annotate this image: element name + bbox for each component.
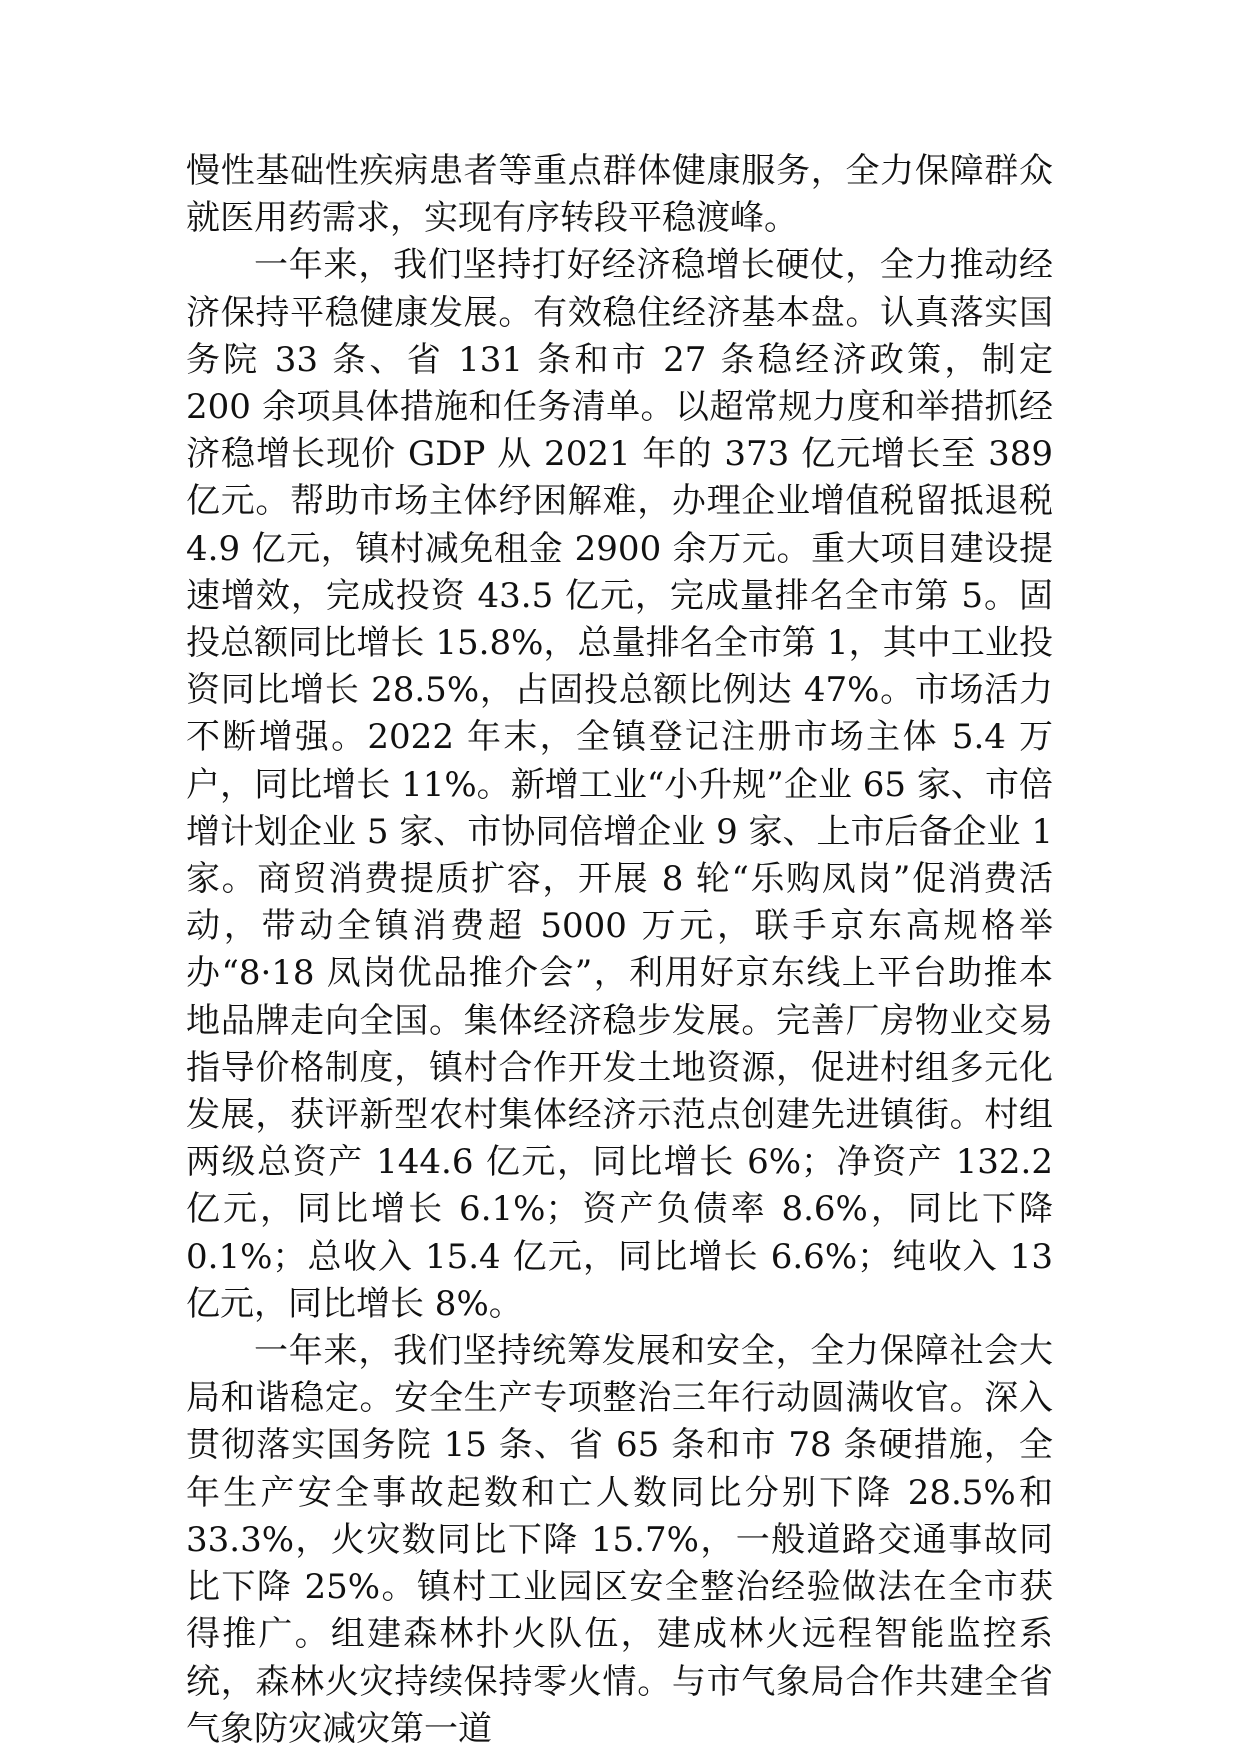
document-body xyxy=(186,148,1053,1753)
paragraph-2: 一年来，我们坚持打好经济稳增长硬仗，全力推动经济保持平稳健康发展。有效稳住经济基本盘。认真落实国务院 33 条、省 131 条和市 27 条稳经济政策，制定 200 余项具体措施和任务清单。以超常规力度和举措抓经济稳增长现价 GDP 从 2021 年的 373 亿元增长至 389 亿元。帮助市场主体纾困解难，办理企业增值税留抵退税 4.9 亿元，镇村减免租金 2900 余万元。重大项目建设提速增效，完成投资 43.5 亿元，完成量排名全市第 5。固投总额同比增长 15.8%，总量排名全市第 1，其中工业投资同比增长 28.5%，占固投总额比例达 47%。市场活力不断增强。2022 年末，全镇登记注册市场主体 5.4 万户，同比增长 11%。新增工业“小升规”企业 65 家、市倍增计划企业 5 家、市协同倍增企业 9 家、上市后备企业 1 家。商贸消费提质扩容，开展 8 轮“乐购凤岗”促消费活动，带动全镇消费超 5000 万元，联手京东高规格举办“8·18 凤岗优品推介会”，利用好京东线上平台助推本地品牌走向全国。集体经济稳步发展。完善厂房物业交易指导价格制度，镇村合作开发土地资源，促进村组多元化发展，获评新型农村集体经济示范点创建先进镇街。村组两级总资产 144.6 亿元，同比增长 6%；净资产 132.2 亿元，同比增长 6.1%；资产负债率 8.6%，同比下降 0.1%；总收入 15.4 亿元，同比增长 6.6%；纯收入 13 亿元，同比增长 8%。 xyxy=(186,245,1053,1324)
paragraph-3: 一年来，我们坚持统筹发展和安全，全力保障社会大局和谐稳定。安全生产专项整治三年行动圆满收官。深入贯彻落实国务院 15 条、省 65 条和市 78 条硬措施，全年生产安全事故起数和亡人数同比分别下降 28.5%和 33.3%，火灾数同比下降 15.7%，一般道路交通事故同比下降 25%。镇村工业园区安全整治经验做法在全市获得推广。组建森林扑火队伍，建成林火远程智能监控系统，森林火灾持续保持零火情。与市气象局合作共建全省气象防灾减灾第一道 xyxy=(186,1331,1053,1749)
paragraph-1: 慢性基础性疾病患者等重点群体健康服务，全力保障群众就医用药需求，实现有序转段平稳渡峰。 xyxy=(186,151,1053,239)
